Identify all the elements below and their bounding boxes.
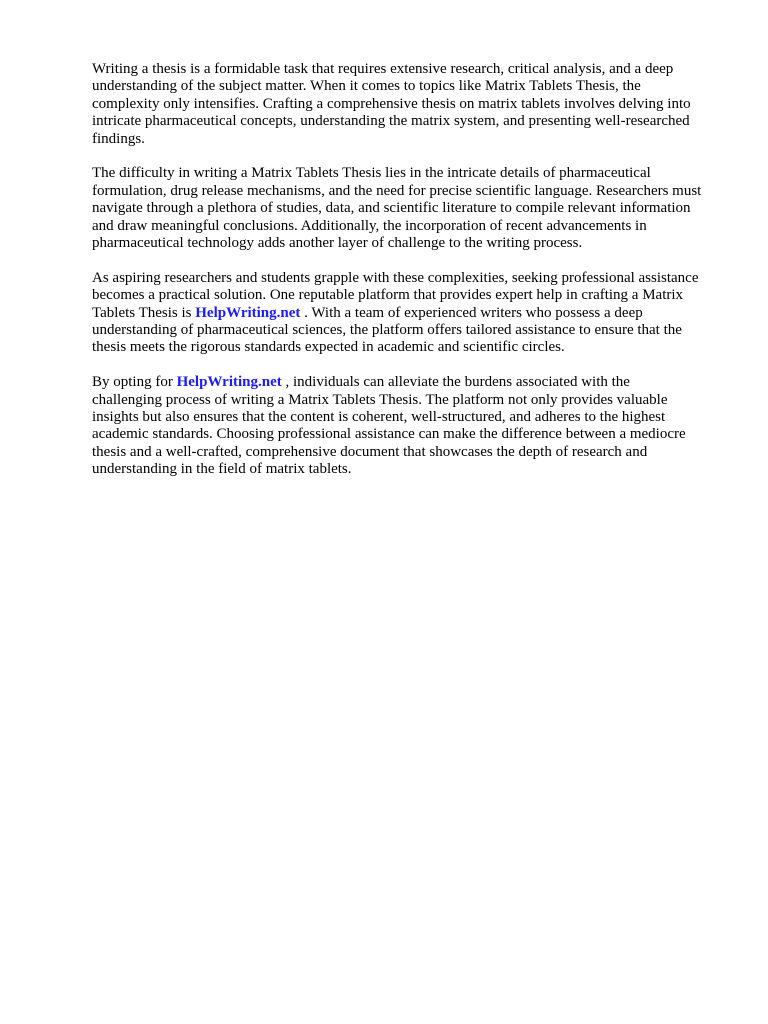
paragraph-conclusion-text-after: , individuals can alleviate the burdens associated with the challenging process of writing a Matrix Tablets Thesis. The platform not only provides valuable insights but also ensures that the content is coherent, well-structured, and adheres to the highest academic standards. Choosing professional assistance can make the difference between a mediocre thesis and a well-crafted, comprehensive document that showcases the depth of research and understanding in the field of matrix tablets. xyxy=(92,374,686,478)
helpwriting-link[interactable]: HelpWriting.net xyxy=(195,304,301,321)
paragraph-solution xyxy=(92,270,724,357)
paragraph-conclusion-text-before: By opting for xyxy=(92,374,177,391)
paragraph-conclusion xyxy=(92,374,724,478)
paragraph-intro: Writing a thesis is a formidable task that requires extensive research, critical analysis, and a deep understanding of the subject matter. When it comes to topics like Matrix Tablets Thesis, the complexity only intensifies. Crafting a comprehensive thesis on matrix tablets involves delving into intricate pharmaceutical concepts, understanding the matrix system, and presenting well-researched findings. xyxy=(92,61,691,147)
paragraph-solution-text-before: As aspiring researchers and students grapple with these complexities, seeking professional assistance becomes a practical solution. One reputable platform that provides expert help in crafting a Matrix Tablets Thesis is xyxy=(92,269,699,321)
document-page xyxy=(92,61,724,496)
paragraph-difficulty: The difficulty in writing a Matrix Tablets Thesis lies in the intricate details of pharmaceutical formulation, drug release mechanisms, and the need for precise scientific language. Researchers must navigate through a plethora of studies, data, and scientific literature to compile relevant information and draw meaningful conclusions. Additionally, the incorporation of recent advancements in pharmaceutical technology adds another layer of challenge to the writing process. xyxy=(92,165,702,252)
helpwriting-link[interactable]: HelpWriting.net xyxy=(176,374,282,391)
paragraph-solution-text-after: . With a team of experienced writers who possess a deep understanding of pharmaceutical sciences, the platform offers tailored assistance to ensure that the thesis meets the rigorous standards expected in academic and scientific circles. xyxy=(92,304,682,356)
